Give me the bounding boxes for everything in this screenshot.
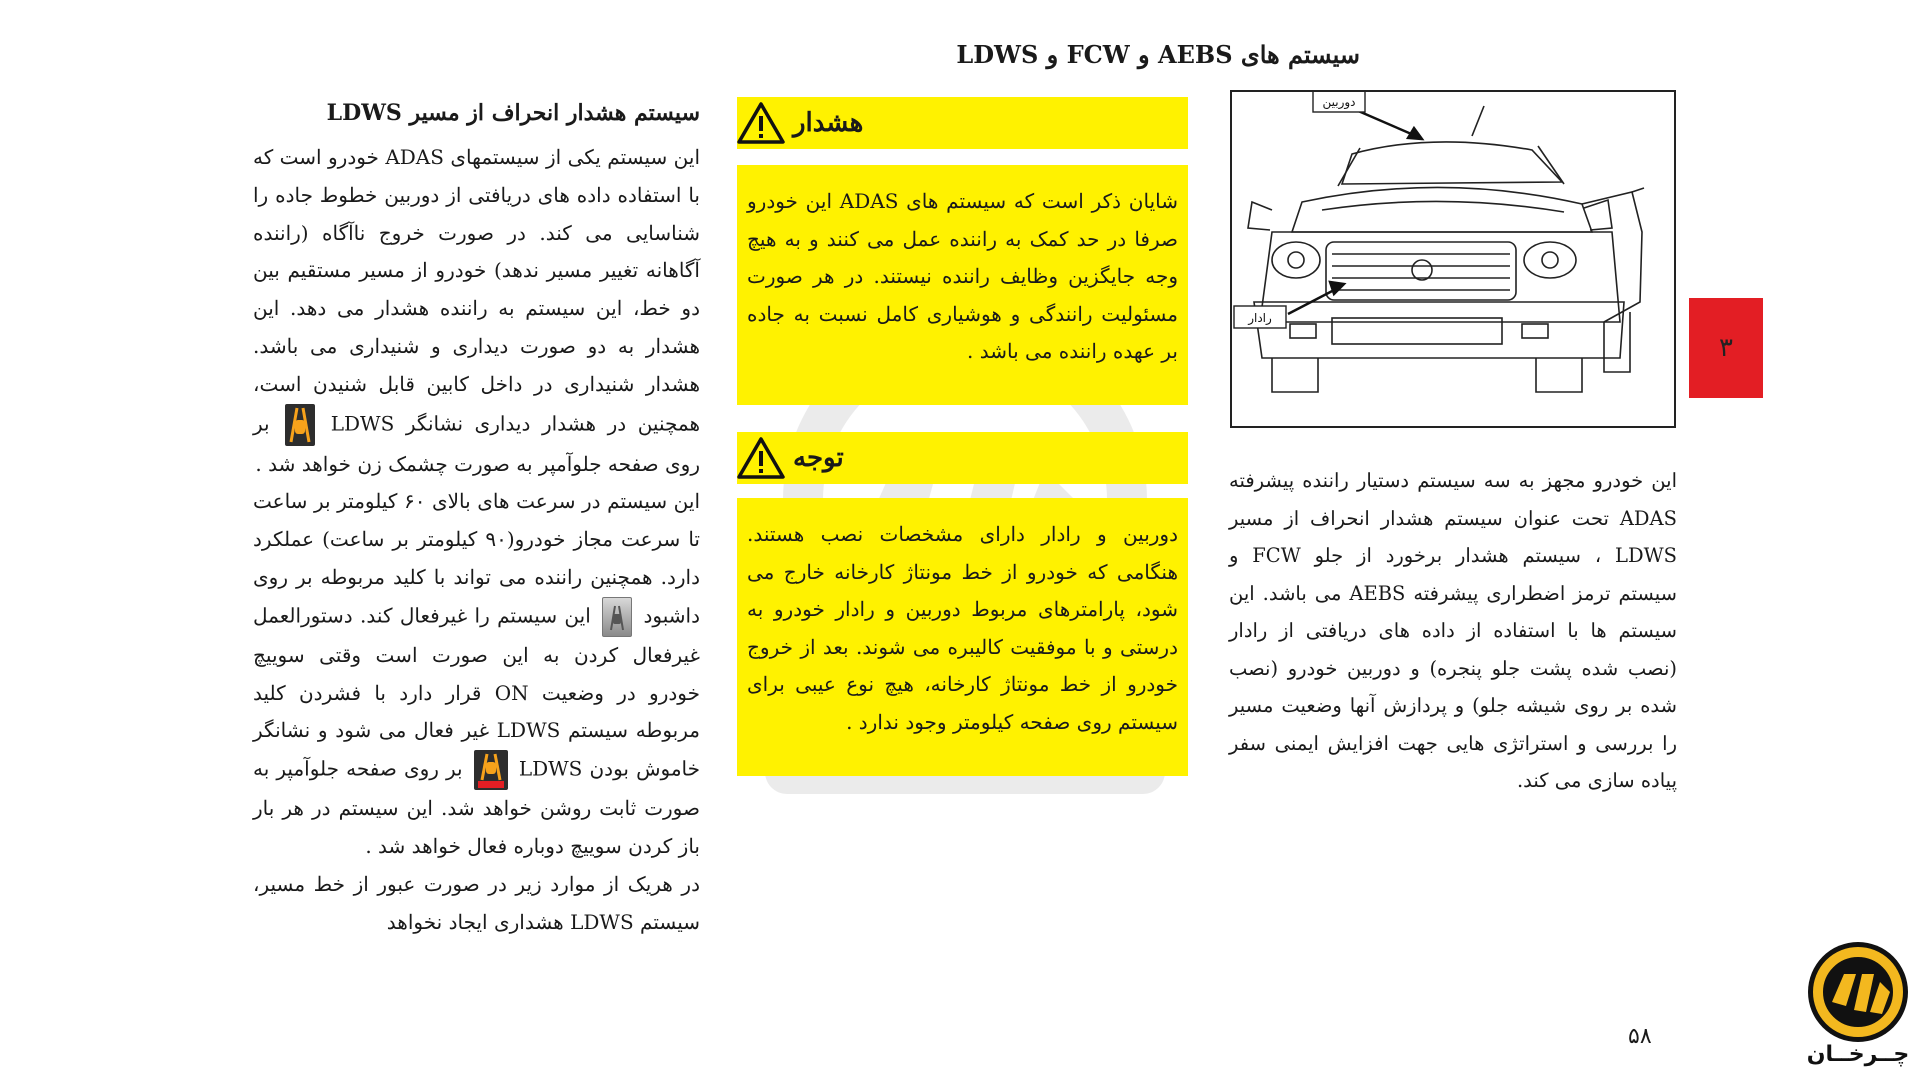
note-text: دوربین و رادار دارای مشخصات نصب هستند. هنگامی که خودرو از خط مونتاژ کارخانه خارج می شود، پارامترهای مربوط دوربین و رادار خودرو به درستی و با موفقیت کالیبره می شوند. بعد از خروج خودرو از خط مونتاژ کارخانه، هیچ نوع عیبی برای سیستم روی صفحه کیلومتر وجود ندارد .: [737, 498, 1188, 776]
warning-triangle-icon: [737, 101, 785, 145]
camera-callout: دوربین: [1322, 95, 1356, 109]
ldws-description: [253, 139, 700, 941]
ldws-off-indicator-icon: [474, 750, 508, 790]
ldws-para2-c: بر روی صفحه جلوآمپر به صورت ثابت روشن خواهد شد. این سیستم در هر بار باز کردن سوییچ دوباره فعال خواهد شد .: [253, 756, 700, 858]
brand-wordmark: چــرخــان: [1806, 1042, 1910, 1067]
ldws-para1-b: بر روی صفحه جلوآمپر به صورت چشمک زن خواهد شد .: [253, 411, 700, 476]
page-number: ۵۸: [1628, 1024, 1652, 1049]
intro-paragraph: این خودرو مجهز به سه سیستم دستیار راننده پیشرفته ADAS تحت عنوان سیستم هشدار انحراف از مسیر LDWS ، سیستم هشدار برخورد از جلو FCW و سیستم ترمز اضطراری پیشرفته AEBS می باشد. این سیستم ها با استفاده از داده های دریافتی از رادار (نصب شده پشت جلو پنجره) و دوربین خودرو (نصب شده بر روی شیشه جلو) و پردازش آنها وضعیت مسیر را بررسی و استراتژی هایی جهت افزایش ایمنی سفر پیاده سازی می کند.: [1229, 469, 1678, 792]
note-header: [737, 432, 1188, 484]
page-title: سیستم های AEBS و FCW و LDWS: [956, 40, 1360, 69]
ldws-para2-a: این سیستم در سرعت های بالای ۶۰ کیلومتر بر ساعت تا سرعت مجاز خودرو(۹۰ کیلومتر بر ساعت) عملکرد دارد. همچنین راننده می تواند با کلید مربوطه بر روی داشبود: [253, 489, 701, 628]
note-title: توجه: [793, 443, 844, 473]
ldws-para1-a: این سیستم یکی از سیستمهای ADAS خودرو است که با استفاده داده های دریافتی از دوربین خطوط جاده را شناسایی می کند. در صورت خروج ناآگاه (راننده آگاهانه تغییر مسیر ندهد) خودرو از مسیر مستقیم بین دو خط، این سیستم به راننده هشدار می دهد. این هشدار به دو صورت دیداری و شنیداری می باشد. هشدار شنیداری در داخل کابین قابل شنیدن است، همچنین در هشدار دیداری نشانگر LDWS: [253, 145, 701, 436]
ldws-para2-b: این سیستم را غیرفعال کند. دستورالعمل غیرفعال کردن به این صورت است وقتی سوییچ خودرو در وضعیت ON قرار دارد با فشردن کلید مربوطه سیستم LDWS غیر فعال می شود و نشانگر خاموش بودن LDWS: [253, 603, 700, 781]
ldws-dashboard-button-icon: [602, 597, 632, 637]
pickup-truck-illustration: [1232, 92, 1674, 426]
chapter-tab: ۳: [1689, 298, 1763, 398]
brand-logo: [1802, 940, 1914, 1070]
ldws-indicator-icon: [285, 404, 315, 446]
ldws-para3: در هریک از موارد زیر در صورت عبور از خط مسیر، سیستم LDWS هشداری ایجاد نخواهد: [253, 871, 700, 934]
warning-text: شایان ذکر است که سیستم های ADAS این خودرو صرفا در حد کمک به راننده عمل می کنند و به هیچ وجه جایگزین وظایف راننده نیستند. در هر صورت مسئولیت رانندگی و هوشیاری کامل نسبت به جاده بر عهده راننده می باشد .: [737, 165, 1188, 405]
warning-header: [737, 97, 1188, 149]
radar-callout: رادار: [1248, 311, 1272, 325]
warning-title: هشدار: [793, 108, 864, 138]
caution-triangle-icon: [737, 436, 785, 480]
vehicle-figure: [1230, 90, 1676, 428]
ldws-heading: سیستم هشدار انحراف از مسیر LDWS: [326, 100, 700, 126]
